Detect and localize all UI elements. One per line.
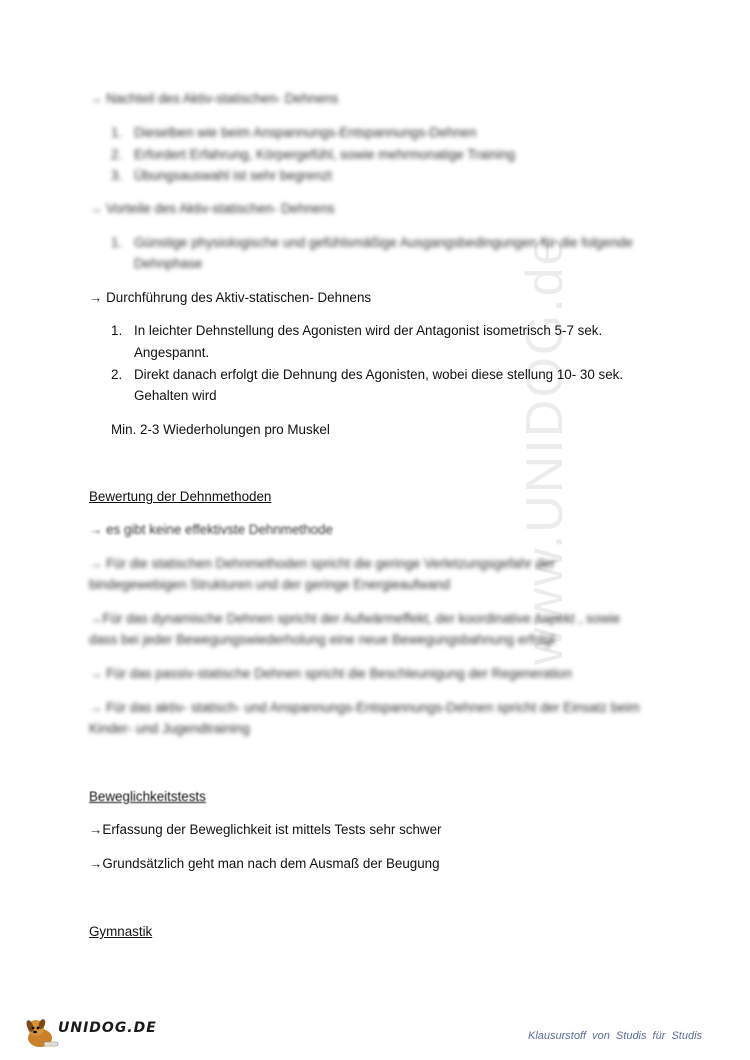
heading-text: Durchführung des Aktiv-statischen- Dehnens xyxy=(106,290,372,305)
list-item-number: 1. xyxy=(111,323,123,338)
blurred-list-item: Günstige physiologische und gefühlsmäßige Ausgangsbedingungen für die folgende xyxy=(134,235,633,250)
blurred-list-item-cont: Dehnphase xyxy=(134,256,203,271)
blurred-list-item: Dieselben wie beim Anspannungs-Entspannungs-Dehnen xyxy=(134,125,477,140)
blurred-heading-nachteil: → Nachteil des Aktiv-statischen- Dehnens xyxy=(89,91,339,106)
list-item-text-cont: Gehalten wird xyxy=(134,388,217,403)
blurred-item-number: 1. xyxy=(111,125,123,140)
blurred-item-number: 1. xyxy=(111,235,123,250)
blurred-list-item: Übungsauswahl ist sehr begrenzt xyxy=(134,168,332,183)
footer-tagline: Klausurstoff von Studis für Studis xyxy=(528,1030,703,1042)
bewertung-line: → es gibt keine effektivste Dehnmethode xyxy=(89,522,333,537)
list-item-text: Direkt danach erfolgt die Dehnung des Agonisten, wobei diese stellung 10- 30 sek. xyxy=(134,367,624,382)
arrow-icon: → xyxy=(89,290,103,305)
bewertung-paragraph: → Für das passiv-statische Dehnen spricht die Beschleunigung der Regeneration xyxy=(89,666,573,681)
tests-line: →Erfassung der Beweglichkeit ist mittels Tests sehr schwer xyxy=(89,822,442,837)
list-item-number: 2. xyxy=(111,367,123,382)
list-item-text-cont: Angespannt. xyxy=(134,345,210,360)
section-heading-durchfuehrung xyxy=(89,289,371,307)
bewertung-paragraph-cont: bindegewebigen Strukturen und der geringe Energieaufwand xyxy=(89,577,451,592)
unidog-logo xyxy=(22,1016,157,1050)
blurred-item-number: 3. xyxy=(111,168,123,183)
blurred-list-item: Erfordert Erfahrung, Körpergefühl, sowie mehrmonatige Training xyxy=(134,147,516,162)
bewertung-paragraph: → Für das aktiv- statisch- und Anspannungs-Entspannungs-Dehnen spricht der Einsatz beim xyxy=(89,700,640,715)
section-heading-bewertung: Bewertung der Dehnmethoden xyxy=(89,489,272,504)
tests-line: →Grundsätzlich geht man nach dem Ausmaß der Beugung xyxy=(89,856,440,871)
logo-text: UNIDOG.DE xyxy=(58,1020,157,1036)
bewertung-paragraph: →Für das dynamische Dehnen spricht der Aufwärmeffekt, der koordinative Aspekt , sowie xyxy=(89,611,621,626)
bewertung-paragraph-cont: Kinder- und Jugendtraining xyxy=(89,721,250,736)
section-heading-beweglichkeitstests: Beweglichkeitstests xyxy=(89,789,206,804)
list-item-text: In leichter Dehnstellung des Agonisten wird der Antagonist isometrisch 5-7 sek. xyxy=(134,323,603,338)
watermark: www.UNIDOG.de xyxy=(516,234,574,665)
bewertung-paragraph-cont: dass bei jeder Bewegungswiederholung eine neue Bewegungsbahnung erfolgt xyxy=(89,632,556,647)
dog-icon xyxy=(22,1016,62,1050)
section-heading-gymnastik: Gymnastik xyxy=(89,924,153,939)
blurred-item-number: 2. xyxy=(111,147,123,162)
blurred-heading-vorteile: → Vorteile des Aktiv-statischen- Dehnens xyxy=(89,201,335,216)
repetition-note: Min. 2-3 Wiederholungen pro Muskel xyxy=(111,422,330,437)
bewertung-paragraph: → Für die statischen Dehnmethoden spricht die geringe Verletzungsgefahr der xyxy=(89,556,555,571)
